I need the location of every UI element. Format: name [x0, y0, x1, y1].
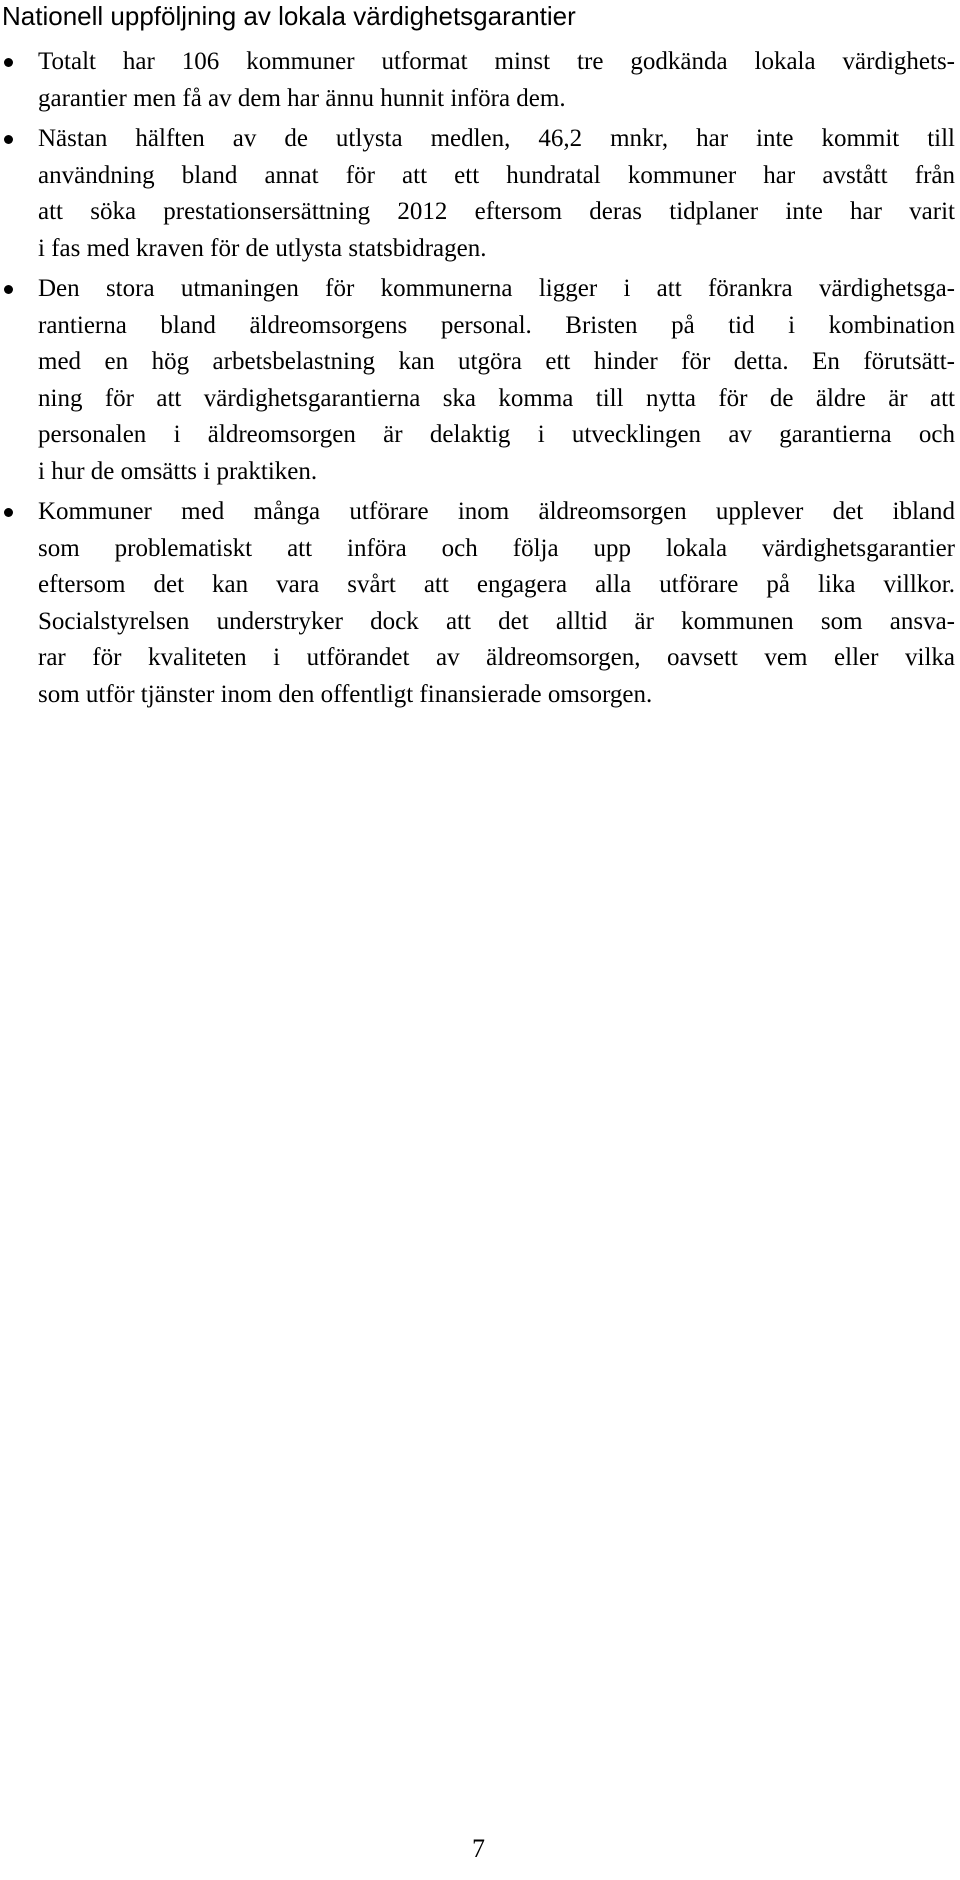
bullet-line: att söka prestationsersättning 2012 eftersom deras tidplaner inte har varit: [38, 198, 955, 225]
bullet-item: [0, 494, 960, 713]
bullet-line: rar för kvaliteten i utförandet av äldreomsorgen, oavsett vem eller vilka: [38, 644, 955, 671]
bullet-dot-icon: [4, 285, 13, 294]
bullet-line: Socialstyrelsen understryker dock att det alltid är kommunen som ansva-: [38, 607, 955, 635]
bullet-item: [0, 44, 960, 117]
bullet-line: som problematiskt att införa och följa upp lokala värdighetsgarantier: [38, 534, 955, 562]
bullet-dot-icon: [4, 508, 13, 517]
bullet-line: Kommuner med många utförare inom äldreomsorgen upplever det ibland: [38, 498, 955, 525]
bullet-line: Totalt har 106 kommuner utformat minst tre godkända lokala värdighets-: [38, 48, 955, 75]
bullet-line: användning bland annat för att ett hundratal kommuner har avstått från: [38, 161, 955, 189]
bullet-line: som utför tjänster inom den offentligt finansierade omsorgen.: [38, 680, 653, 708]
bullet-line: i hur de omsätts i praktiken.: [38, 457, 318, 485]
page-number: 7: [472, 1834, 485, 1863]
bullet-line: rantierna bland äldreomsorgens personal. Bristen på tid i kombination: [38, 311, 955, 339]
bullet-line: ning för att värdighetsgarantierna ska komma till nytta för de äldre är att: [38, 384, 955, 412]
bullet-item: [0, 121, 960, 267]
bullet-line: i fas med kraven för de utlysta statsbidragen.: [38, 234, 487, 262]
bullet-line: Nästan hälften av de utlysta medlen, 46,2 mnkr, har inte kommit till: [38, 125, 955, 152]
bullet-line: eftersom det kan vara svårt att engagera alla utförare på lika villkor.: [38, 571, 955, 598]
bullet-line: garantier men få av dem har ännu hunnit införa dem.: [38, 84, 566, 112]
bullet-line: med en hög arbetsbelastning kan utgöra ett hinder för detta. En förutsätt-: [38, 348, 955, 375]
bullet-line: personalen i äldreomsorgen är delaktig i utvecklingen av garantierna och: [38, 421, 955, 448]
bullet-item: [0, 271, 960, 490]
section-heading: Nationell uppföljning av lokala värdighetsgarantier: [2, 1, 576, 31]
bullet-dot-icon: [4, 58, 13, 67]
bullet-line: Den stora utmaningen för kommunerna ligger i att förankra värdighetsga-: [38, 275, 955, 302]
bullet-dot-icon: [4, 135, 13, 144]
bullet-list: [0, 44, 960, 717]
